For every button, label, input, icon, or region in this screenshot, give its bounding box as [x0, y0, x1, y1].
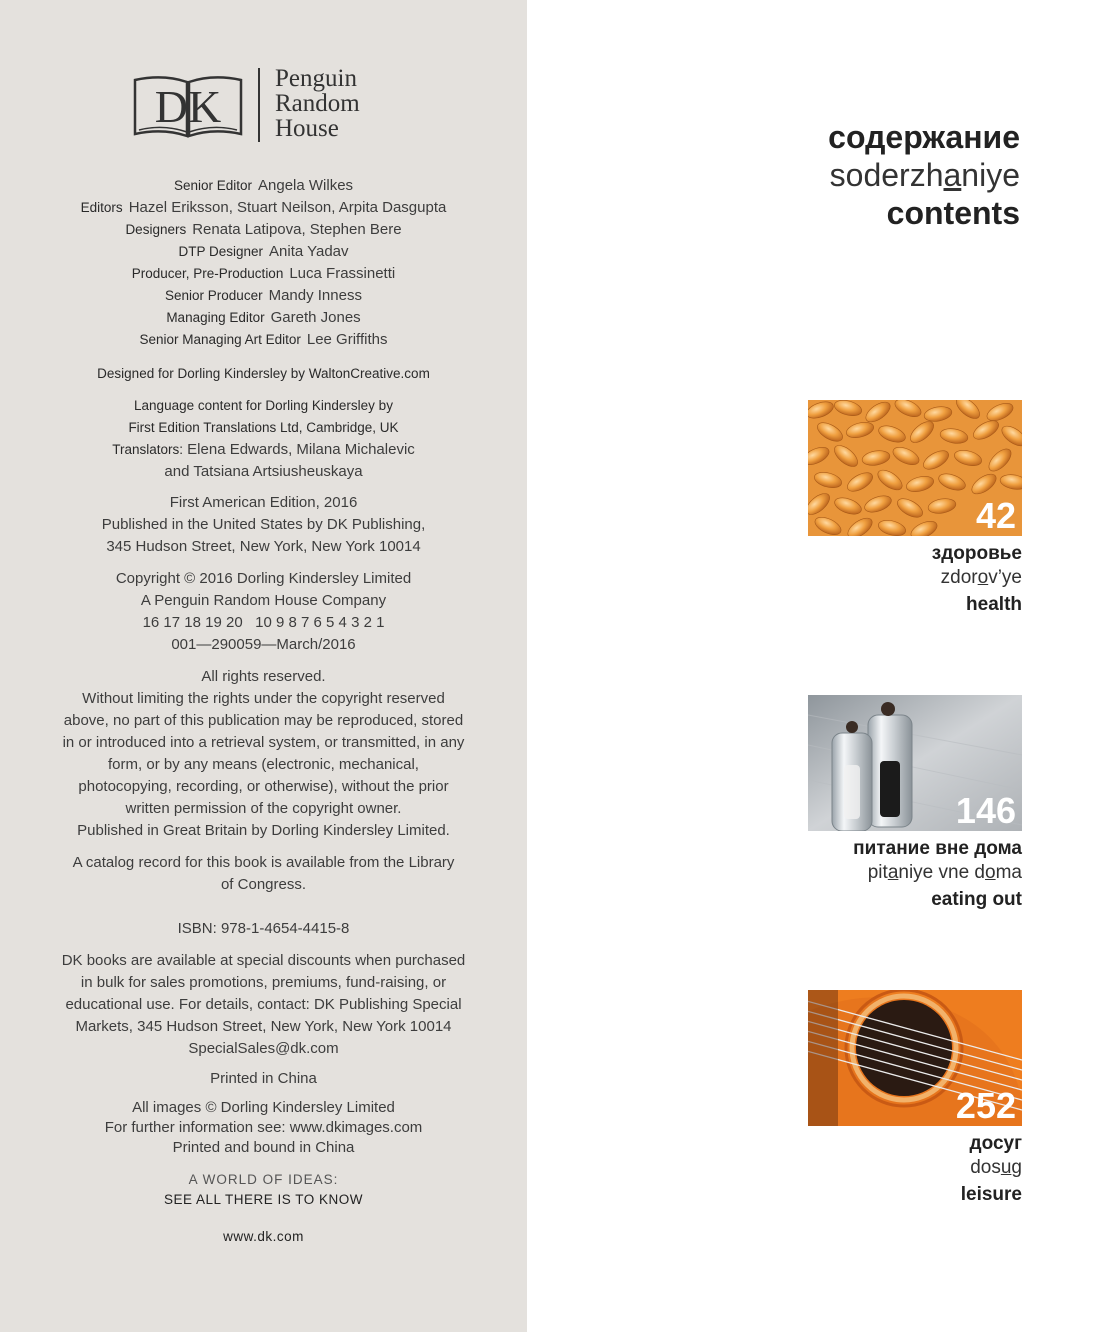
credit-value: Mandy Inness: [268, 287, 362, 304]
section-transliteration: [808, 861, 1022, 885]
printed-in: [0, 1068, 527, 1090]
imprint-panel: [0, 0, 527, 1332]
rights-line: photocopying, recording, or otherwise), without the prior: [78, 778, 449, 795]
isbn: [0, 918, 527, 940]
edition-line: First American Edition, 2016: [169, 494, 358, 511]
logo-divider: [258, 68, 260, 142]
credit-value: Renata Latipova, Stephen Bere: [192, 221, 402, 238]
credit-label: Senior Managing Art Editor: [139, 332, 301, 347]
translators-line: and Tatsiana Artsiusheuskaya: [164, 463, 363, 480]
translit-part: niye vne d: [898, 862, 986, 883]
credit-label: Senior Editor: [173, 178, 252, 193]
copyright-line: A Penguin Random House Company: [140, 592, 387, 609]
eating-out-photo: [808, 695, 1022, 831]
translit-stress: u: [1000, 1157, 1012, 1178]
section-russian: здоровье: [931, 543, 1022, 564]
credit-line: [0, 241, 527, 263]
translit-part: zdor: [940, 567, 978, 588]
rights-line: written permission of the copyright owner.: [125, 800, 402, 817]
section-transliteration: [808, 566, 1022, 590]
translit-part: g: [1011, 1157, 1022, 1178]
credit-value: Angela Wilkes: [258, 177, 354, 194]
section-caption: [808, 1132, 1022, 1210]
translit-part: dos: [970, 1157, 1001, 1178]
credit-line: [0, 219, 527, 241]
rights-line: form, or by any means (electronic, mechanical,: [108, 756, 419, 773]
catalog-line: of Congress.: [220, 876, 307, 893]
page-number: 252: [955, 1085, 1016, 1126]
images-credit: [0, 1098, 527, 1158]
section-health[interactable]: [808, 400, 1022, 620]
credit-line: [0, 197, 527, 219]
rights-line: above, no part of this publication may be reproduced, stored: [63, 712, 464, 729]
dk-book-logo-icon: [133, 70, 243, 140]
credit-label: Producer, Pre-Production: [131, 266, 284, 281]
edition-line: Published in the United States by DK Publishing,: [101, 516, 426, 533]
section-caption: [808, 542, 1022, 620]
credits-list: [0, 175, 527, 351]
contents-russian: содержание: [828, 119, 1020, 155]
printed-text: Printed in China: [210, 1070, 317, 1087]
catalog-line: A catalog record for this book is available from the Library: [72, 854, 455, 871]
translit-stress: o: [985, 862, 996, 883]
credit-value: Anita Yadav: [269, 243, 349, 260]
special-line: in bulk for sales promotions, premiums, fund-raising, or: [80, 974, 447, 991]
rights-line: Published in Great Britain by Dorling Kindersley Limited.: [77, 822, 450, 839]
section-english: leisure: [960, 1184, 1022, 1205]
translit-part: v’ye: [988, 567, 1022, 588]
credit-label: Editors: [80, 200, 123, 215]
section-russian: досуг: [969, 1133, 1022, 1154]
credit-line: [0, 285, 527, 307]
rights-line: in or introduced into a retrieval system, or transmitted, in any: [62, 734, 465, 751]
copyright-line: 16 17 18 19 20 10 9 8 7 6 5 4 3 2 1: [142, 614, 385, 631]
translit-part: ma: [995, 862, 1022, 883]
designed-for-text: Designed for Dorling Kindersley by WaltonCreative.com: [97, 366, 430, 381]
wordmark-line: House: [275, 115, 339, 142]
images-line: For further information see: www.dkimages.com: [104, 1119, 423, 1136]
publisher-logo: [133, 66, 393, 146]
dk-letters: DK: [154, 81, 222, 132]
contents-transliteration: [828, 156, 1020, 194]
section-eating-out[interactable]: [808, 695, 1022, 915]
credit-value: Luca Frassinetti: [289, 265, 396, 282]
translit-part: niye: [961, 157, 1020, 193]
page-number: 146: [955, 790, 1016, 831]
special-line: SpecialSales@dk.com: [188, 1040, 339, 1057]
health-photo: [808, 400, 1022, 536]
translit-stress: a: [887, 862, 899, 883]
section-leisure[interactable]: [808, 990, 1022, 1210]
contents-heading: [828, 118, 1020, 232]
catalog-record: [0, 852, 527, 896]
section-caption: [808, 837, 1022, 915]
world-of-ideas: [0, 1170, 527, 1210]
translit-stress: a: [943, 157, 962, 193]
rights-line: Without limiting the rights under the copyright reserved: [82, 690, 445, 707]
translit-part: pit: [867, 862, 888, 883]
wordmark-line: Penguin: [275, 65, 357, 92]
world-line-2: SEE ALL THERE IS TO KNOW: [163, 1192, 364, 1207]
copyright-line: Copyright © 2016 Dorling Kindersley Limited: [115, 570, 412, 587]
rights-notice: [0, 666, 527, 842]
special-line: Markets, 345 Hudson Street, New York, New York 10014: [75, 1018, 452, 1035]
credit-label: Designers: [125, 222, 187, 237]
website-text: www.dk.com: [223, 1229, 304, 1244]
translators-names: Elena Edwards, Milana Michalevic: [187, 441, 415, 458]
page-number: 42: [975, 495, 1016, 536]
translit-stress: o: [977, 567, 989, 588]
translators-line: [0, 439, 527, 461]
credit-line: [0, 307, 527, 329]
section-russian: питание вне дома: [853, 838, 1022, 859]
credit-value: Lee Griffiths: [306, 331, 388, 348]
copyright-line: 001—290059—March/2016: [171, 636, 356, 653]
images-line: All images © Dorling Kindersley Limited: [132, 1099, 395, 1116]
credit-label: DTP Designer: [178, 244, 264, 259]
credit-value: Hazel Eriksson, Stuart Neilson, Arpita Dasgupta: [128, 199, 447, 216]
designed-for: [0, 363, 527, 385]
penguin-random-house-wordmark: [275, 66, 360, 141]
section-english: health: [966, 594, 1022, 615]
leisure-photo: [808, 990, 1022, 1126]
credit-line: [0, 329, 527, 351]
copyright-info: [0, 568, 527, 656]
special-line: DK books are available at special discounts when purchased: [61, 952, 466, 969]
credit-line: [0, 263, 527, 285]
language-credits: [0, 395, 527, 483]
isbn-text: ISBN: 978-1-4654-4415-8: [177, 920, 350, 937]
rights-line: All rights reserved.: [201, 668, 326, 685]
website: [0, 1226, 527, 1248]
language-line: Language content for Dorling Kindersley by: [134, 398, 393, 413]
images-line: Printed and bound in China: [172, 1139, 355, 1156]
credit-line: [0, 175, 527, 197]
credit-label: Managing Editor: [166, 310, 265, 325]
special-sales: [0, 950, 527, 1060]
edition-info: [0, 492, 527, 558]
world-line-1: A WORLD OF IDEAS:: [188, 1172, 339, 1187]
contents-english: contents: [886, 195, 1020, 231]
section-transliteration: [808, 1156, 1022, 1180]
language-line: First Edition Translations Ltd, Cambridge, UK: [128, 420, 399, 435]
credit-value: Gareth Jones: [270, 309, 361, 326]
translators-label: Translators:: [112, 442, 183, 457]
credit-label: Senior Producer: [165, 288, 263, 303]
wordmark-line: Random: [275, 90, 360, 117]
section-english: eating out: [931, 889, 1022, 910]
translit-part: soderzh: [829, 157, 944, 193]
edition-line: 345 Hudson Street, New York, New York 10014: [106, 538, 421, 555]
special-line: educational use. For details, contact: DK Publishing Special: [65, 996, 462, 1013]
